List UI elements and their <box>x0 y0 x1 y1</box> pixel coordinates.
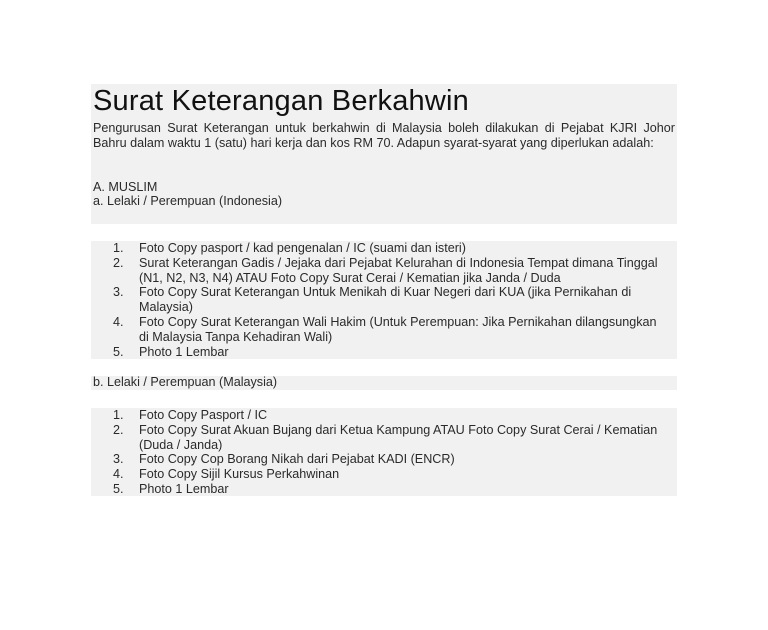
list-item-number: 3. <box>113 452 124 467</box>
group-a-heading: a. Lelaki / Perempuan (Indonesia) <box>93 194 283 208</box>
list-item-number: 5. <box>113 481 124 496</box>
intro-paragraph: Pengurusan Surat Keterangan untuk berkahwin di Malaysia boleh dilakukan di Pejabat KJRI Johor Bahru dalam waktu 1 (satu) hari kerja dan kos RM 70. Adapun syarat-syarat yang diperlukan adalah: <box>93 121 675 150</box>
list-item-number: 3. <box>113 285 124 300</box>
group-b-list-block <box>91 408 677 496</box>
list-item <box>91 241 669 256</box>
list-item-text: Foto Copy Pasport / IC <box>139 408 268 422</box>
list-item <box>91 482 669 497</box>
page-title: Surat Keterangan Berkahwin <box>93 85 469 117</box>
list-item-text: Foto Copy Surat Keterangan Untuk Menikah di Kuar Negeri dari KUA (jika Pernikahan di Malaysia) <box>139 285 632 315</box>
group-b-list <box>91 408 677 497</box>
list-item <box>91 285 669 315</box>
list-item-text: Surat Keterangan Gadis / Jejaka dari Pejabat Kelurahan di Indonesia Tempat dimana Tinggal (N1, N2, N3, N4) ATAU Foto Copy Surat Cerai / Kematian jika Janda / Duda <box>139 255 658 285</box>
list-item-number: 4. <box>113 314 124 329</box>
group-b-heading: b. Lelaki / Perempuan (Malaysia) <box>93 375 278 389</box>
group-a-list <box>91 241 677 359</box>
list-item-number: 1. <box>113 408 124 422</box>
list-item <box>91 315 669 345</box>
list-item-text: Photo 1 Lembar <box>139 481 229 496</box>
list-item-text: Foto Copy Cop Borang Nikah dari Pejabat KADI (ENCR) <box>139 452 455 467</box>
list-item <box>91 408 669 423</box>
list-item-number: 4. <box>113 467 124 482</box>
list-item-text: Foto Copy Surat Akuan Bujang dari Ketua Kampung ATAU Foto Copy Surat Cerai / Kematian (Duda / Janda) <box>139 422 658 452</box>
list-item <box>91 256 669 286</box>
group-a-list-block <box>91 241 677 359</box>
list-item <box>91 345 669 360</box>
list-item-text: Foto Copy Sijil Kursus Perkahwinan <box>139 467 340 482</box>
list-item-number: 5. <box>113 344 124 359</box>
list-item <box>91 452 669 467</box>
list-item-number: 2. <box>113 422 124 437</box>
list-item-text: Photo 1 Lembar <box>139 344 229 359</box>
list-item-text: Foto Copy pasport / kad pengenalan / IC (suami dan isteri) <box>139 241 466 255</box>
list-item-number: 2. <box>113 255 124 270</box>
group-b-heading-block <box>91 376 677 390</box>
list-item <box>91 467 669 482</box>
section-heading-muslim: A. MUSLIM <box>93 180 158 194</box>
list-item <box>91 423 669 453</box>
list-item-number: 1. <box>113 241 124 255</box>
list-item-text: Foto Copy Surat Keterangan Wali Hakim (Untuk Perempuan: Jika Pernikahan dilangsungkan di Malaysia Tanpa Kehadiran Wali) <box>139 314 657 344</box>
intro-block <box>91 84 677 224</box>
